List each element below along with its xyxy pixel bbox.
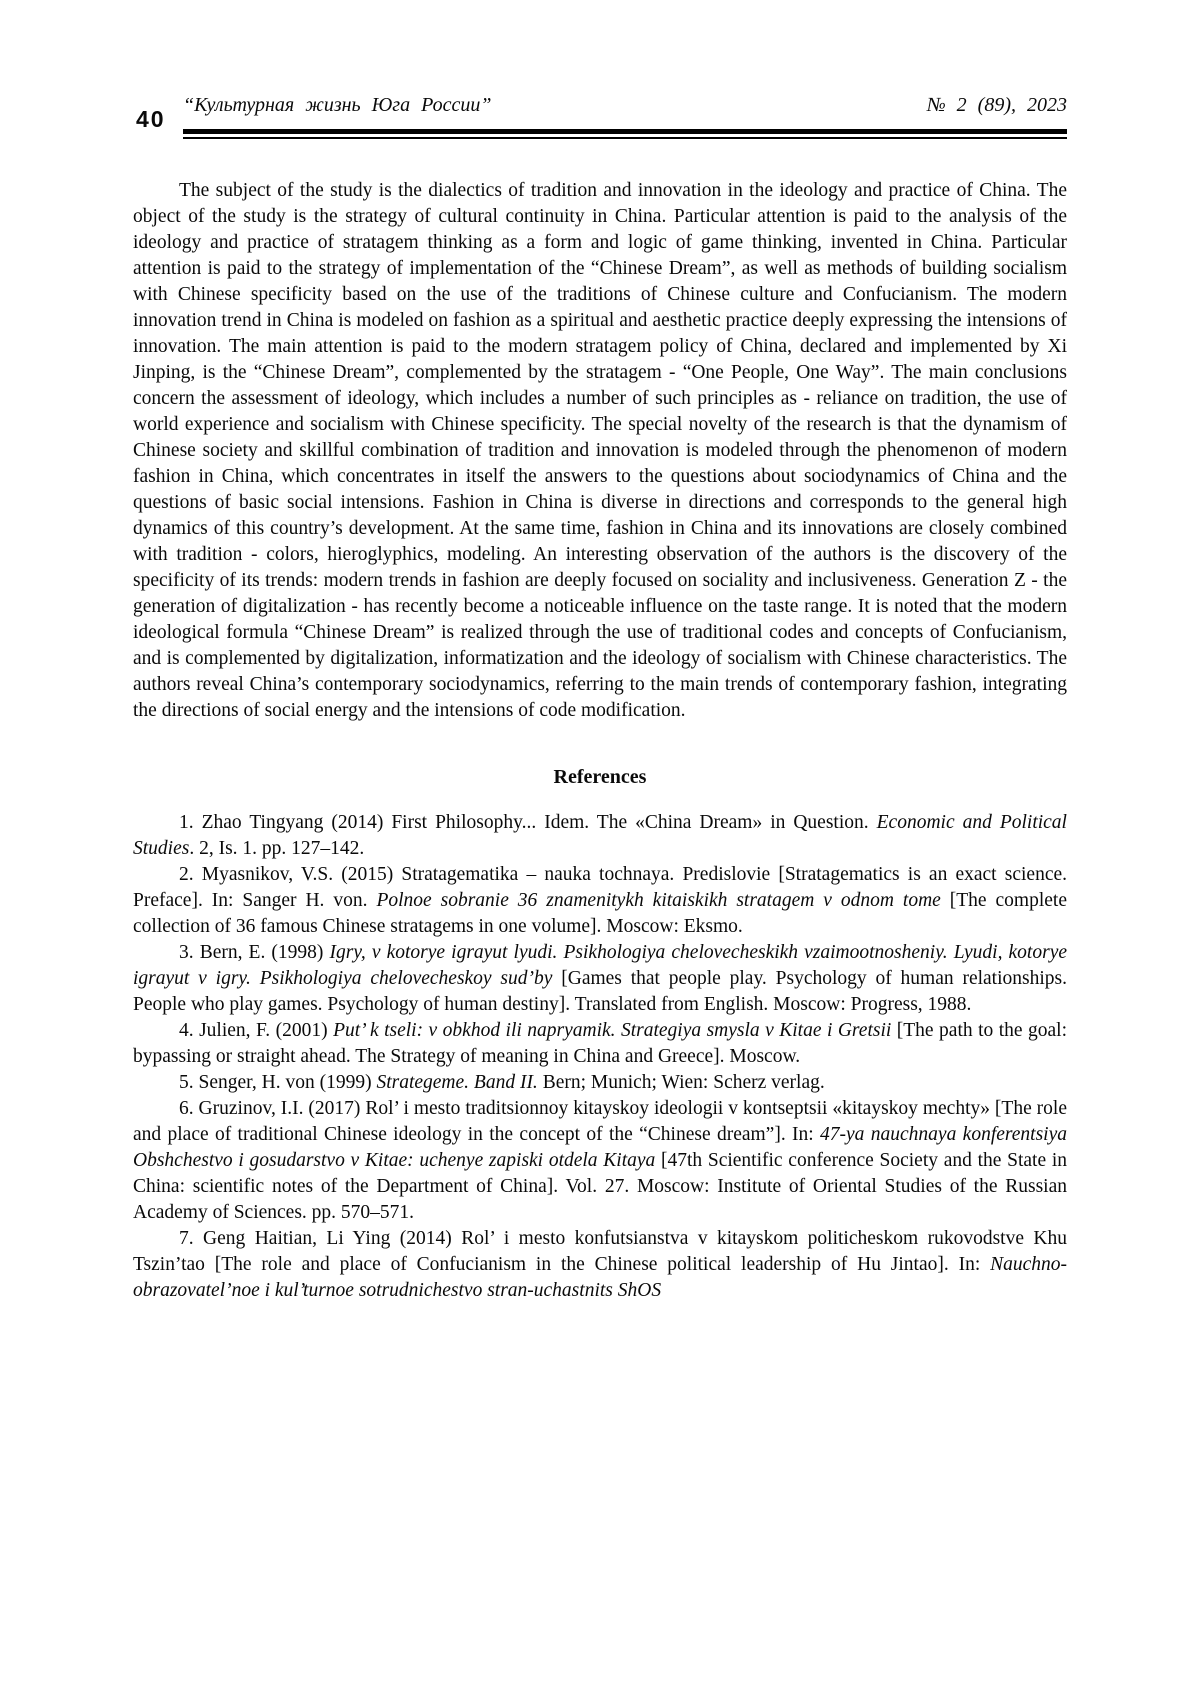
reference-text: 4. Julien, F. (2001) <box>179 1020 334 1041</box>
reference-text: 5. Senger, H. von (1999) <box>179 1072 377 1093</box>
reference-source-italic: Economic and Political Studies <box>133 812 1067 859</box>
reference-source-italic: Strategeme. Band II. <box>376 1072 538 1093</box>
abstract-paragraph: The subject of the study is the dialectics of tradition and innovation in the ideology and practice of China. The object of the study is the strategy of cultural continuity in China. Particular attention is paid to the analysis of the ideology and practice of stratagem thinking as a form and logic of game thinking, invented in China. Particular attention is paid to the strategy of implementation of the “Chinese Dream”, as well as methods of building socialism with Chinese specificity based on the use of the traditions of Chinese culture and Confucianism. The modern innovation trend in China is modeled on fashion as a spiritual and aesthetic practice deeply expressing the intensions of innovation. The main attention is paid to the modern stratagem policy of China, declared and implemented by Xi Jinping, is the “Chinese Dream”, complemented by the stratagem - “One People, One Way”. The main conclusions concern the assessment of ideology, which includes a number of such principles as - reliance on tradition, the use of world experience and socialism with Chinese specificity. The special novelty of the research is that the dynamism of Chinese society and skillful combination of tradition and innovation is modeled through the phenomenon of modern fashion in China, which concentrates in itself the answers to the questions about sociodynamics of China and the questions of basic social intensions. Fashion in China is diverse in directions and corresponds to the general high dynamics of this country’s development. At the same time, fashion in China and its innovations are closely combined with tradition - colors, hieroglyphics, modeling. An interesting observation of the authors is the discovery of the specificity of its trends: modern trends in fashion are deeply focused on sociality and inclusiveness. Generation Z - the generation of digitalization - has recently become a noticeable influence on the taste range. It is noted that the modern ideological formula “Chinese Dream” is realized through the use of traditional codes and concepts of Confucianism, and is complemented by digitalization, informatization and the ideology of socialism with Chinese characteristics. The authors reveal China’s contemporary sociodynamics, referring to the main trends of contemporary fashion, integrating the directions of social energy and the intensions of code modification. <box>133 180 1067 721</box>
reference-text: Bern; Munich; Wien: Scherz verlag. <box>537 1072 825 1093</box>
reference-source-italic: Igry, v kotorye igrayut lyudi. Psikhologiya chelovecheskikh vzaimootnosheniy. Lyudi, kotorye igrayut v igry. Psikhologiya chelovecheskoy sud’by <box>133 942 1067 989</box>
reference-text: 3. Bern, E. (1998) <box>179 942 330 963</box>
reference-item <box>133 862 1067 940</box>
header-rule <box>183 129 1067 139</box>
journal-title: “Культурная жизнь Юга России” <box>183 94 492 116</box>
reference-text: [47th Scientific conference Society and the State in China: scientific notes of the Department of China]. Vol. 27. Moscow: Institute of Oriental Studies of the Russian Academy of Sciences. pp. 570–571. <box>133 1150 1067 1223</box>
reference-text: 6. Gruzinov, I.I. (2017) Rol’ i mesto traditsionnoy kitayskoy ideologii v kontseptsii «kitayskoy mechty» [The role and place of traditional Chinese ideology in the concept of the “Chinese dream”]. In: <box>133 1098 1067 1145</box>
reference-item <box>133 1018 1067 1070</box>
reference-item <box>133 1070 1067 1096</box>
reference-item <box>133 940 1067 1018</box>
reference-item <box>133 810 1067 862</box>
reference-text: [The complete collection of 36 famous Chinese stratagems in one volume]. Moscow: Eksmo. <box>133 890 1067 937</box>
reference-text: [The path to the goal: bypassing or straight ahead. The Strategy of meaning in China and Greece]. Moscow. <box>133 1020 1067 1067</box>
header-rule-thin <box>183 137 1067 139</box>
reference-source-italic: Nauchno-obrazovatel’noe i kul’turnoe sotrudnichestvo stran-uchastnits ShOS <box>133 1254 1067 1301</box>
reference-source-italic: 47-ya nauchnaya konferentsiya Obshchestvo i gosudarstvo v Kitae: uchenye zapiski otdela Kitaya <box>133 1124 1067 1171</box>
reference-text: . 2, Is. 1. pp. 127–142. <box>189 838 365 859</box>
reference-item <box>133 1096 1067 1226</box>
references-heading: References <box>553 766 647 788</box>
reference-text: 1. Zhao Tingyang (2014) First Philosophy... Idem. The «China Dream» in Question. <box>179 812 877 833</box>
reference-text: 7. Geng Haitian, Li Ying (2014) Rol’ i mesto konfutsianstva v kitayskom politicheskom rukovodstve Khu Tszin’tao [The role and place of Confucianism in the Chinese political leadership of Hu Jintao]. In: <box>133 1228 1067 1275</box>
page-content <box>133 178 1067 1304</box>
references-list <box>133 810 1067 1304</box>
reference-source-italic: Polnoe sobranie 36 znamenitykh kitaiskikh stratagem v odnom tome <box>376 890 941 911</box>
header-rule-thick <box>183 129 1067 134</box>
issue-info: № 2 (89), 2023 <box>926 94 1067 116</box>
page-header <box>183 94 1067 117</box>
reference-item <box>133 1226 1067 1304</box>
reference-source-italic: Put’ k tseli: v obkhod ili napryamik. Strategiya smysla v Kitae i Gretsii <box>333 1020 892 1041</box>
page-number: 40 <box>136 106 166 132</box>
reference-text: 2. Myasnikov, V.S. (2015) Stratagematika – nauka tochnaya. Predislovie [Stratagematics is an exact science. Preface]. In: Sanger H. von. <box>133 864 1067 911</box>
reference-text: [Games that people play. Psychology of human relationships. People who play games. Psychology of human destiny]. Translated from English. Moscow: Progress, 1988. <box>133 968 1067 1015</box>
